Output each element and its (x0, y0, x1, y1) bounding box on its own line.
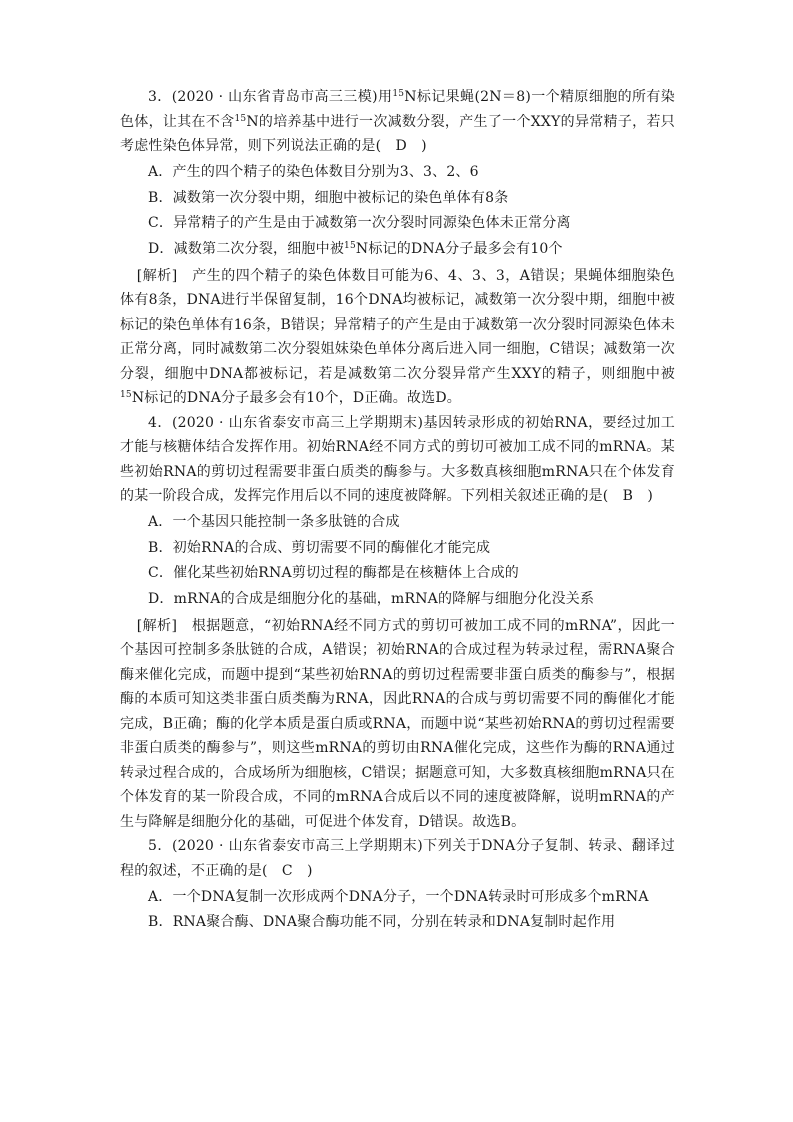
question-source: (2020 · 山东省青岛市高三三模) (171, 89, 378, 105)
question-3-option-d: D．减数第二次分裂，细胞中被$^{15}$N标记的DNA分子最多会有10个 (148, 240, 563, 257)
question-number: 5． (148, 838, 172, 854)
answer-letter: D (395, 138, 407, 154)
question-4-option-d: D．mRNA的合成是细胞分化的基础，mRNA的降解与细胞分化没关系 (148, 590, 595, 607)
question-3-option-b: B．减数第一次分裂中期，细胞中被标记的染色单体有8条 (148, 189, 509, 206)
analysis-label: [解析] (136, 617, 178, 634)
answer-letter: B (622, 488, 634, 504)
question-number: 3． (148, 89, 172, 105)
question-5-stem: 5．(2020 · 山东省泰安市高三上学期期末)下列关于DNA分子复制、转录、翻译过程的叙述，不正确的是( C ) (120, 838, 675, 879)
question-3-option-a: A．产生的四个精子的染色体数目分别为3、3、2、6 (148, 164, 479, 180)
question-3-analysis: [解析] 产生的四个精子的染色体数目可能为6、4、3、3，A错误；果蝇体细胞染色体有8条，DNA进行半保留复制，16个DNA均被标记，减数第一次分裂中期，细胞中被标记的染色单体有16条，B错误；异常精子的产生是由于减数第一次分裂时同源染色体未正常分离，同时减数第二次分裂姐妹染色单体分离后进入同一细胞，C错误；减数第一次分裂，细胞中DNA都被标记，若是减数第二次分裂异常产生XXY的精子，则细胞中被$^{15}$N标记的DNA分子最多会有10个，D正确。故选D。 (120, 267, 676, 406)
question-4-option-b: B．初始RNA的合成、剪切需要不同的酶催化才能完成 (148, 539, 491, 556)
answer-letter: C (281, 862, 293, 879)
question-5-option-b: B．RNA聚合酶、DNA聚合酶功能不同，分别在转录和DNA复制时起作用 (148, 914, 616, 930)
question-4-option-c: C．催化某些初始RNA剪切过程的酶都是在核糖体上合成的 (148, 565, 520, 581)
page-content (120, 85, 675, 936)
analysis-label: [解析] (136, 267, 178, 284)
question-4-analysis: [解析] 根据题意，“初始RNA经不同方式的剪切可被加工成不同的mRNA”，因此一个基因可控制多条肽链的合成，A错误；初始RNA的合成过程为转录过程，需RNA聚合酶来催化完成，而题中提到“某些初始RNA的剪切过程需要非蛋白质类的酶参与”，根据酶的本质可知这类非蛋白质类酶为RNA，因此RNA的合成与剪切需要不同的酶催化才能完成，B正确；酶的化学本质是蛋白质或RNA，而题中说“某些初始RNA的剪切过程需要非蛋白质类的酶参与”，则这些mRNA的剪切由RNA催化完成，这些作为酶的RNA通过转录过程合成的，合成场所为细胞核，C错误；据题意可知，大多数真核细胞mRNA只在个体发育的某一阶段合成，不同的mRNA合成后以不同的速度被降解，说明mRNA的产生与降解是细胞分化的基础，可促进个体发育，D错误。故选B。 (120, 617, 675, 830)
question-4-stem: 4．(2020 · 山东省泰安市高三上学期期末)基因转录形成的初始RNA，要经过加工才能与核糖体结合发挥作用。初始RNA经不同方式的剪切可被加工成不同的mRNA。某些初始RNA的剪切过程需要非蛋白质类的酶参与。大多数真核细胞mRNA只在个体发育的某一阶段合成，发挥完作用后以不同的速度被降解。下列相关叙述正确的是( B ) (120, 414, 675, 504)
question-source: (2020 · 山东省泰安市高三上学期期末) (171, 838, 423, 854)
question-4-option-a: A．一个基因只能控制一条多肽链的合成 (148, 514, 400, 530)
question-number: 4． (148, 414, 172, 431)
question-3-stem: 3．(2020 · 山东省青岛市高三三模)用$^{15}$N标记果蝇(2N＝8)一个精原细胞的所有染色体，让其在不含$^{15}$N的培养基中进行一次减数分裂，产生了一个XXY的异常精子，若只考虑性染色体异常，则下列说法正确的是( D ) (120, 89, 675, 154)
question-5-option-a: A．一个DNA复制一次形成两个DNA分子，一个DNA转录时可形成多个mRNA (148, 888, 649, 905)
question-source: (2020 · 山东省泰安市高三上学期期末) (171, 414, 424, 431)
question-3-option-c: C．异常精子的产生是由于减数第一次分裂时同源染色体未正常分离 (148, 215, 571, 231)
